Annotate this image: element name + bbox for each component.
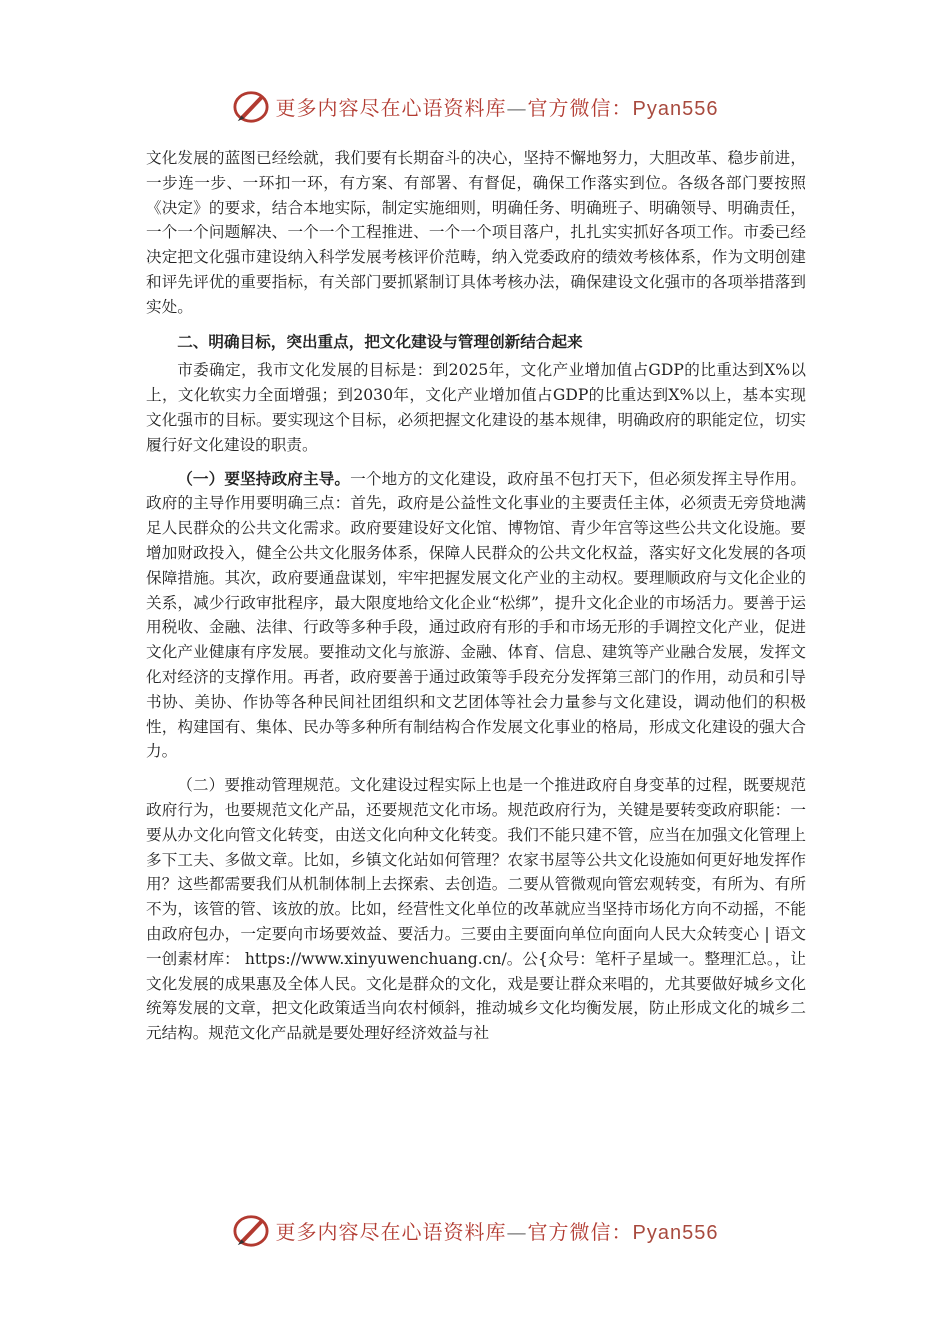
section-heading-2: 二、明确目标，突出重点，把文化建设与管理创新结合起来 bbox=[177, 331, 583, 351]
banner-text bbox=[276, 1216, 719, 1245]
banner-main-text: 更多内容尽在心语资料库 bbox=[275, 95, 507, 120]
paragraph-1: 文化发展的蓝图已经绘就，我们要有长期奋斗的决心，坚持不懈地努力，大胆改革、稳步前进，一步连一步、一环扣一环，有方案、有部署、有督促，确保工作落实到位。各级各部门要按照《决定》的要求，结合本地实际，制定实施细则，明确任务、明确班子、明确领导、明确责任，一个一个问题解决、一个一个工程推进、一个一个项目落户，扎扎实实抓好各项工作。市委已经决定把文化强市建设纳入科学发展考核评价范畴，纳入党委政府的绩效考核体系，作为文明创建和评先评优的重要指标，有关部门要抓紧制订具体考核办法，确保建设文化强市的各项举措落到实处。 bbox=[146, 149, 806, 316]
footer-banner bbox=[0, 1210, 950, 1250]
banner-wechat-id: Pyan556 bbox=[632, 97, 719, 120]
banner-sub-text: 官方微信： bbox=[527, 1219, 633, 1244]
header-banner bbox=[0, 86, 950, 126]
banner-sub-text: 官方微信： bbox=[527, 95, 633, 120]
paragraph-3-body: 一个地方的文化建设，政府虽不包打天下，但必须发挥主导作用。政府的主导作用要明确三点：首先，政府是公益性文化事业的主要责任主体，必须责无旁贷地满足人民群众的公共文化需求。政府要建设好文化馆、博物馆、青少年宫等这些公共文化设施。要增加财政投入，健全公共文化服务体系，保障人民群众的公共文化权益，落实好文化发展的各项保障措施。其次，政府要通盘谋划，牢牢把握发展文化产业的主动权。要理顺政府与文化企业的关系，减少行政审批程序，最大限度地给文化企业“松绑”，提升文化企业的市场活力。要善于运用税收、金融、法律、行政等多种手段，通过政府有形的手和市场无形的手调控文化产业，促进文化产业健康有序发展。要推动文化与旅游、金融、体育、信息、建筑等产业融合发展，发挥文化对经济的支撑作用。再者，政府要善于通过政策等手段充分发挥第三部门的作用，动员和引导书协、美协、作协等各种民间社团组织和文艺团体等社会力量参与文化建设，调动他们的积极性，构建国有、集体、民办等多种所有制结构合作发展文化事业的格局，形成文化建设的强大合力。 bbox=[146, 469, 806, 761]
paragraph-3-lead: （一）要坚持政府主导。 bbox=[177, 468, 351, 488]
paragraph-4: （二）要推动管理规范。文化建设过程实际上也是一个推进政府自身变革的过程，既要规范政府行为，也要规范文化产品，还要规范文化市场。规范政府行为，关键是要转变政府职能：一要从办文化向管文化转变，由送文化向种文化转变。我们不能只建不管，应当在加强文化管理上多下工夫、多做文章。比如，乡镇文化站如何管理？农家书屋等公共文化设施如何更好地发挥作用？这些都需要我们从机制体制上去探索、去创造。二要从管微观向管宏观转变，有所为、有所不为，该管的管、该放的放。比如，经营性文化单位的改革就应当坚持市场化方向不动摇，不能由政府包办，一定要向市场要效益、要活力。三要由主要面向单位向面向人民大众转变心 | 语文一创素材库： https://www.xinyuwenchuang.cn/。公{众号：笔杆子星域一。整理汇总。，让文化发展的成果惠及全体人民。文化是群众的文化，戏是要让群众来唱的，尤其要做好城乡文化统筹发展的文章，把文化政策适当向农村倾斜，推动城乡文化均衡发展，防止形成文化的城乡二元结构。规范文化产品就是要处理好经济效益与社 bbox=[146, 776, 806, 1043]
banner-dash: — bbox=[506, 95, 528, 120]
document-body bbox=[146, 146, 806, 1046]
paragraph-3 bbox=[146, 467, 806, 765]
banner-text bbox=[276, 92, 719, 121]
paragraph-2: 市委确定，我市文化发展的目标是：到2025年，文化产业增加值占GDP的比重达到X%以上，文化软实力全面增强；到2030年，文化产业增加值占GDP的比重达到X%以上，基本实现文化强市的目标。要实现这个目标，必须把握文化建设的基本规律，明确政府的职能定位，切实履行好文化建设的职责。 bbox=[146, 361, 806, 454]
banner-main-text: 更多内容尽在心语资料库 bbox=[275, 1219, 507, 1244]
pen-logo-icon bbox=[232, 1212, 270, 1248]
banner-dash: — bbox=[506, 1219, 528, 1244]
banner-wechat-id: Pyan556 bbox=[632, 1221, 719, 1244]
pen-logo-icon bbox=[232, 88, 270, 124]
